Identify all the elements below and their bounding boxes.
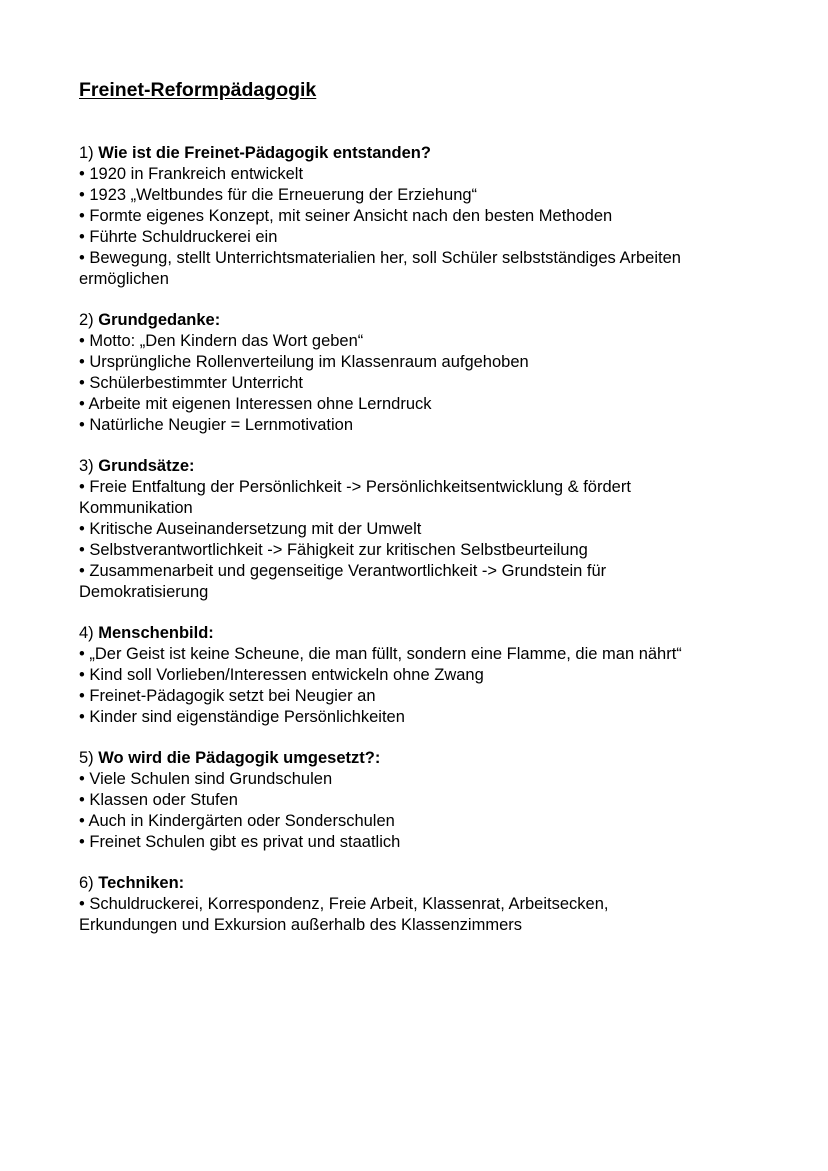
section-6 [79, 873, 768, 936]
section-number: 4) [79, 624, 94, 642]
section-lines [79, 164, 768, 290]
section-1 [79, 143, 768, 290]
section-number: 5) [79, 749, 94, 767]
section-4 [79, 623, 768, 728]
list-item: • Schuldruckerei, Korrespondenz, Freie Arbeit, Klassenrat, Arbeitsecken, [79, 895, 609, 913]
section-heading [79, 623, 768, 644]
list-item: • Arbeite mit eigenen Interessen ohne Lerndruck [79, 395, 432, 413]
list-item: • Kinder sind eigenständige Persönlichkeiten [79, 708, 405, 726]
list-item: • Freinet Schulen gibt es privat und staatlich [79, 833, 401, 851]
sections-container [79, 143, 768, 936]
list-item: • „Der Geist ist keine Scheune, die man füllt, sondern eine Flamme, die man nährt“ [79, 645, 682, 663]
list-item: • Schülerbestimmter Unterricht [79, 374, 304, 392]
section-lines [79, 894, 768, 936]
section-heading [79, 873, 768, 894]
list-item: ermöglichen [79, 270, 169, 288]
section-label: Wie ist die Freinet-Pädagogik entstanden? [98, 144, 431, 162]
list-item: • Freie Entfaltung der Persönlichkeit -> Persönlichkeitsentwicklung & fördert [79, 478, 631, 496]
list-item: • Klassen oder Stufen [79, 791, 238, 809]
section-number: 2) [79, 311, 94, 329]
section-number: 6) [79, 874, 94, 892]
list-item: • Selbstverantwortlichkeit -> Fähigkeit zur kritischen Selbstbeurteilung [79, 541, 588, 559]
list-item: • Viele Schulen sind Grundschulen [79, 770, 333, 788]
section-number: 3) [79, 457, 94, 475]
section-lines [79, 769, 768, 853]
list-item: • Kritische Auseinandersetzung mit der Umwelt [79, 520, 422, 538]
section-heading [79, 310, 768, 331]
section-label: Menschenbild: [98, 624, 214, 642]
list-item: • Formte eigenes Konzept, mit seiner Ansicht nach den besten Methoden [79, 207, 613, 225]
list-item: • Freinet-Pädagogik setzt bei Neugier an [79, 687, 376, 705]
list-item: • 1923 „Weltbundes für die Erneuerung der Erziehung“ [79, 186, 478, 204]
list-item: • Kind soll Vorlieben/Interessen entwickeln ohne Zwang [79, 666, 484, 684]
list-item: • Auch in Kindergärten oder Sonderschulen [79, 812, 395, 830]
document-title: Freinet-Reformpädagogik [79, 79, 317, 101]
list-item: • Motto: „Den Kindern das Wort geben“ [79, 332, 364, 350]
section-label: Techniken: [98, 874, 185, 892]
section-label: Grundgedanke: [98, 311, 221, 329]
section-3 [79, 456, 768, 603]
list-item: • 1920 in Frankreich entwickelt [79, 165, 304, 183]
list-item: Erkundungen und Exkursion außerhalb des Klassenzimmers [79, 916, 522, 934]
list-item: Demokratisierung [79, 583, 209, 601]
section-heading [79, 456, 768, 477]
section-lines [79, 477, 768, 603]
section-label: Wo wird die Pädagogik umgesetzt?: [98, 749, 381, 767]
section-heading [79, 748, 768, 769]
section-heading [79, 143, 768, 164]
list-item: • Natürliche Neugier = Lernmotivation [79, 416, 354, 434]
list-item: Kommunikation [79, 499, 193, 517]
section-2 [79, 310, 768, 436]
list-item: • Führte Schuldruckerei ein [79, 228, 278, 246]
section-lines [79, 331, 768, 436]
section-lines [79, 644, 768, 728]
section-label: Grundsätze: [98, 457, 195, 475]
list-item: • Bewegung, stellt Unterrichtsmaterialien her, soll Schüler selbstständiges Arbeiten [79, 249, 681, 267]
list-item: • Zusammenarbeit und gegenseitige Verantwortlichkeit -> Grundstein für [79, 562, 607, 580]
section-number: 1) [79, 144, 94, 162]
list-item: • Ursprüngliche Rollenverteilung im Klassenraum aufgehoben [79, 353, 529, 371]
section-5 [79, 748, 768, 853]
